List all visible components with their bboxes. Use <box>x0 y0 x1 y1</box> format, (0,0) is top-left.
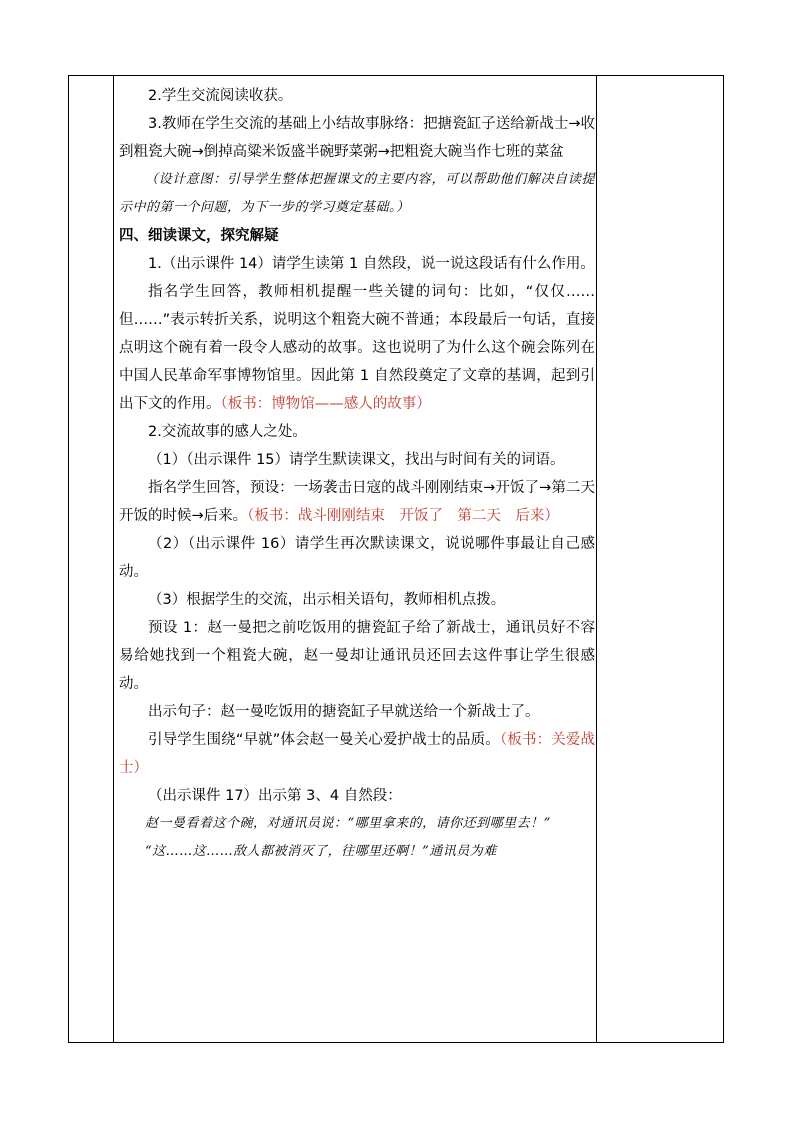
paragraph: 2.学生交流阅读收获。 <box>148 88 293 104</box>
paragraph: （出示课件 17）出示第 3、4 自然段： <box>148 788 402 804</box>
quoted-passage: 赵一曼看着这个碗，对通讯员说：“哪里拿来的，请你还到哪里去！” <box>145 816 551 831</box>
quoted-passage: “这……这……敌人都被消灭了，往哪里还啊！”通讯员为难 <box>145 844 497 859</box>
quoted-sentence: 赵一曼吃饭用的搪瓷缸子早就送给一个新战士了。 <box>220 704 540 720</box>
section-heading: 四、细读课文，探究解疑 <box>119 228 279 244</box>
lesson-content <box>119 82 595 866</box>
board-note: （板书：关爱战士） <box>119 732 596 776</box>
paragraph-text: 指名学生回答，教师相机提醒一些关键的词句：比如，“仅仅……但……”表示转折关系，说明这个粗瓷大碗不普通；本段最后一句话，直接点明这个碗有着一段令人感动的故事。这也说明了为什么这个碗会陈列在中国人民革命军事博物馆里。因此第 1 自然段奠定了文章的基调，起到引出下文的作用。 <box>119 284 595 412</box>
board-note: （板书：战斗刚刚结束 开饭了 第二天 后来） <box>247 508 559 524</box>
paragraph <box>119 698 595 726</box>
paragraph: （3）根据学生的交流，出示相关语句，教师相机点拨。 <box>148 592 506 608</box>
paragraph-text: 指名学生回答，预设：一场袭击日寇的战斗刚刚结束→开饭了→第二天开饭的时候→后来。 <box>119 480 595 524</box>
board-note: （板书：博物馆——感人的故事） <box>220 396 431 412</box>
paragraph <box>119 278 595 418</box>
paragraph-label: 出示句子： <box>148 704 221 720</box>
paragraph <box>119 474 595 530</box>
paragraph: （2）（出示课件 16）请学生再次默读课文，说说哪件事最让自己感动。 <box>119 536 595 580</box>
paragraph <box>119 726 595 782</box>
lesson-table <box>68 75 724 1043</box>
column-divider-left <box>113 76 114 1042</box>
paragraph: 2.交流故事的感人之处。 <box>148 424 307 440</box>
paragraph: 3.教师在学生交流的基础上小结故事脉络：把搪瓷缸子送给新战士→收到粗瓷大碗→倒掉高粱米饭盛半碗野菜粥→把粗瓷大碗当作七班的菜盆 <box>119 116 595 160</box>
paragraph: （1）（出示课件 15）请学生默读课文，找出与时间有关的词语。 <box>148 452 565 468</box>
paragraph-text: 引导学生围绕“早就”体会赵一曼关心爱护战士的品质。 <box>148 732 500 748</box>
paragraph: 预设 1：赵一曼把之前吃饭用的搪瓷缸子给了新战士，通讯员好不容易给她找到一个粗瓷大碗，赵一曼却让通讯员还回去这件事让学生很感动。 <box>119 620 595 692</box>
paragraph: 1.（出示课件 14）请学生读第 1 自然段，说一说这段话有什么作用。 <box>148 256 595 272</box>
design-intent-note: （设计意图：引导学生整体把握课文的主要内容，可以帮助他们解决自读提示中的第一个问题，为下一步的学习奠定基础。） <box>119 172 595 215</box>
column-divider-right <box>596 76 597 1042</box>
